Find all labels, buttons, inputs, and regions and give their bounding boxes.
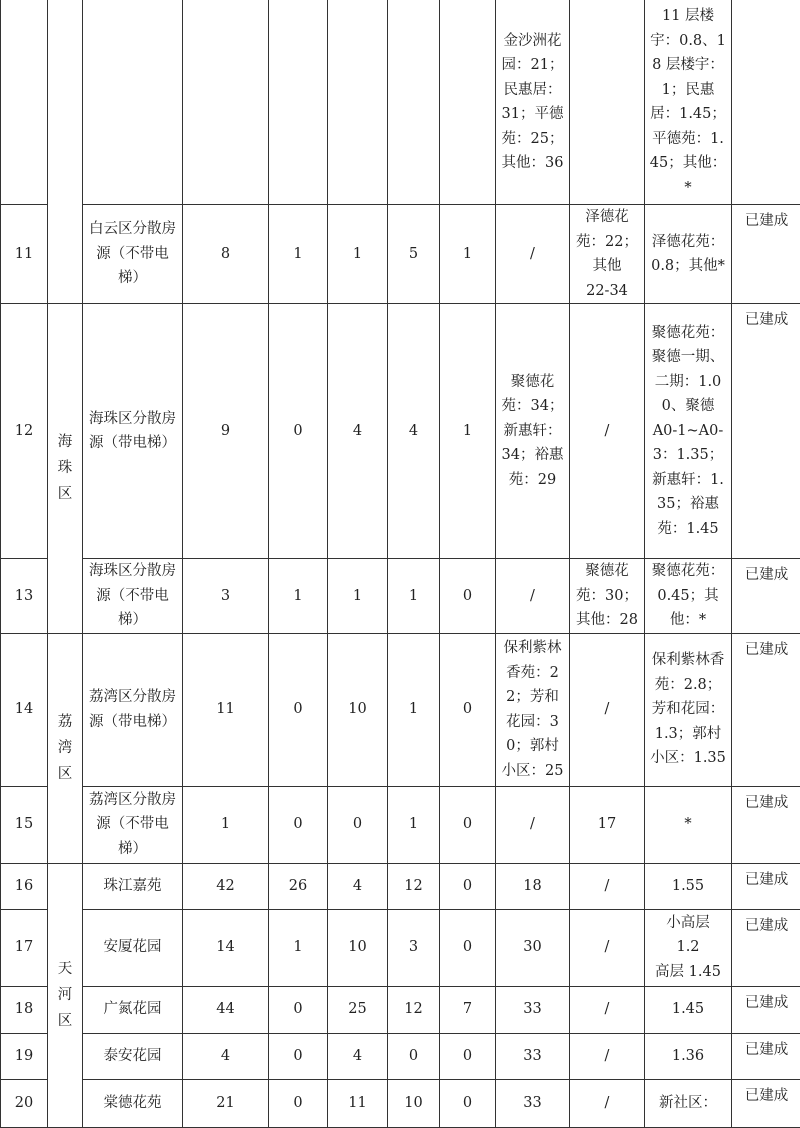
table-row bbox=[1, 559, 800, 634]
total-units-cell: 9 bbox=[183, 304, 269, 559]
row-number-cell: 15 bbox=[1, 786, 48, 863]
price-2-cell: 泽德花苑：22；其他 22-34 bbox=[570, 205, 645, 304]
count-col-4-cell: 10 bbox=[388, 1079, 440, 1127]
status-cell: 已建成 bbox=[732, 786, 800, 863]
count-col-5-cell: 0 bbox=[440, 863, 496, 909]
project-name-cell: 荔湾区分散房源（带电梯） bbox=[83, 633, 183, 786]
project-name-cell: 海珠区分散房源（不带电梯） bbox=[83, 559, 183, 634]
count-col-3-cell: 1 bbox=[328, 205, 388, 304]
ratio-cell: 1.55 bbox=[645, 863, 732, 909]
count-col-2-cell: 0 bbox=[269, 986, 328, 1033]
project-name-cell: 广氮花园 bbox=[83, 986, 183, 1033]
project-name-cell: 海珠区分散房源（带电梯） bbox=[83, 304, 183, 559]
row-number-cell: 19 bbox=[1, 1033, 48, 1079]
table-row bbox=[1, 1079, 800, 1127]
count-col-2-cell: 1 bbox=[269, 205, 328, 304]
count-col-2-cell: 0 bbox=[269, 633, 328, 786]
status-cell bbox=[732, 0, 800, 205]
project-name-cell: 荔湾区分散房源（不带电梯） bbox=[83, 786, 183, 863]
price-1-cell: 30 bbox=[496, 909, 570, 986]
total-units-cell: 3 bbox=[183, 559, 269, 634]
count-col-3-cell: 1 bbox=[328, 559, 388, 634]
price-1-cell: 33 bbox=[496, 1079, 570, 1127]
price-2-cell: / bbox=[570, 909, 645, 986]
status-cell: 已建成 bbox=[732, 205, 800, 304]
row-number-cell: 12 bbox=[1, 304, 48, 559]
price-2-cell: / bbox=[570, 304, 645, 559]
count-col-3-cell bbox=[328, 0, 388, 205]
price-2-cell: 聚德花苑：30；其他：28 bbox=[570, 559, 645, 634]
total-units-cell: 21 bbox=[183, 1079, 269, 1127]
price-2-cell: / bbox=[570, 863, 645, 909]
table-row bbox=[1, 786, 800, 863]
price-1-cell: 33 bbox=[496, 1033, 570, 1079]
price-2-cell: / bbox=[570, 1033, 645, 1079]
count-col-3-cell: 11 bbox=[328, 1079, 388, 1127]
count-col-3-cell: 10 bbox=[328, 909, 388, 986]
status-cell: 已建成 bbox=[732, 986, 800, 1033]
ratio-cell: 小高层 1.2 高层 1.45 bbox=[645, 909, 732, 986]
price-2-cell: / bbox=[570, 633, 645, 786]
table-row bbox=[1, 205, 800, 304]
count-col-4-cell: 5 bbox=[388, 205, 440, 304]
row-number-cell: 14 bbox=[1, 633, 48, 786]
project-name-cell: 泰安花园 bbox=[83, 1033, 183, 1079]
count-col-5-cell: 7 bbox=[440, 986, 496, 1033]
count-col-4-cell: 12 bbox=[388, 986, 440, 1033]
count-col-3-cell: 0 bbox=[328, 786, 388, 863]
price-1-cell: / bbox=[496, 205, 570, 304]
row-number-cell bbox=[1, 0, 48, 205]
price-2-cell: 17 bbox=[570, 786, 645, 863]
count-col-4-cell: 3 bbox=[388, 909, 440, 986]
count-col-4-cell: 12 bbox=[388, 863, 440, 909]
project-name-cell: 白云区分散房源（不带电梯） bbox=[83, 205, 183, 304]
project-name-cell: 棠德花苑 bbox=[83, 1079, 183, 1127]
total-units-cell: 42 bbox=[183, 863, 269, 909]
count-col-5-cell: 0 bbox=[440, 1079, 496, 1127]
price-2-cell bbox=[570, 0, 645, 205]
row-number-cell: 17 bbox=[1, 909, 48, 986]
count-col-5-cell: 0 bbox=[440, 909, 496, 986]
table-row bbox=[1, 863, 800, 909]
ratio-cell: 聚德花苑：聚德一期、二期：1.00、聚德 A0-1~A0-3：1.35；新惠轩：1.35；裕惠苑：1.45 bbox=[645, 304, 732, 559]
count-col-4-cell: 1 bbox=[388, 786, 440, 863]
count-col-2-cell: 0 bbox=[269, 786, 328, 863]
count-col-4-cell: 1 bbox=[388, 559, 440, 634]
row-number-cell: 18 bbox=[1, 986, 48, 1033]
total-units-cell: 4 bbox=[183, 1033, 269, 1079]
row-number-cell: 20 bbox=[1, 1079, 48, 1127]
count-col-5-cell: 0 bbox=[440, 1033, 496, 1079]
total-units-cell: 8 bbox=[183, 205, 269, 304]
price-1-cell: / bbox=[496, 559, 570, 634]
row-number-cell: 13 bbox=[1, 559, 48, 634]
table-row bbox=[1, 1033, 800, 1079]
price-2-cell: / bbox=[570, 1079, 645, 1127]
status-cell: 已建成 bbox=[732, 559, 800, 634]
ratio-cell: 1.36 bbox=[645, 1033, 732, 1079]
ratio-cell: 新社区： bbox=[645, 1079, 732, 1127]
row-number-cell: 11 bbox=[1, 205, 48, 304]
count-col-5-cell bbox=[440, 0, 496, 205]
count-col-5-cell: 0 bbox=[440, 633, 496, 786]
ratio-cell: 1.45 bbox=[645, 986, 732, 1033]
count-col-2-cell: 0 bbox=[269, 1033, 328, 1079]
count-col-2-cell bbox=[269, 0, 328, 205]
status-cell: 已建成 bbox=[732, 863, 800, 909]
price-2-cell: / bbox=[570, 986, 645, 1033]
count-col-5-cell: 1 bbox=[440, 205, 496, 304]
price-1-cell: / bbox=[496, 786, 570, 863]
price-1-cell: 33 bbox=[496, 986, 570, 1033]
project-name-cell bbox=[83, 0, 183, 205]
total-units-cell: 1 bbox=[183, 786, 269, 863]
table-row bbox=[1, 986, 800, 1033]
status-cell: 已建成 bbox=[732, 1079, 800, 1127]
status-cell: 已建成 bbox=[732, 909, 800, 986]
price-1-cell: 保利紫林香苑：22；芳和花园：30；郭村小区：25 bbox=[496, 633, 570, 786]
count-col-4-cell: 4 bbox=[388, 304, 440, 559]
status-cell: 已建成 bbox=[732, 304, 800, 559]
table-row bbox=[1, 304, 800, 559]
table-row bbox=[1, 0, 800, 205]
count-col-3-cell: 4 bbox=[328, 304, 388, 559]
count-col-5-cell: 0 bbox=[440, 786, 496, 863]
price-1-cell: 聚德花苑：34；新惠轩：34；裕惠苑：29 bbox=[496, 304, 570, 559]
count-col-2-cell: 0 bbox=[269, 304, 328, 559]
district-cell: 荔湾区 bbox=[48, 633, 83, 863]
table-row bbox=[1, 909, 800, 986]
ratio-cell: 11 层楼宇：0.8、18 层楼宇：1；民惠居：1.45；平德苑：1.45；其他：* bbox=[645, 0, 732, 205]
count-col-4-cell bbox=[388, 0, 440, 205]
ratio-cell: 保利紫林香苑：2.8；芳和花园：1.3；郭村小区：1.35 bbox=[645, 633, 732, 786]
count-col-2-cell: 26 bbox=[269, 863, 328, 909]
ratio-cell: 聚德花苑：0.45；其他：* bbox=[645, 559, 732, 634]
table-row bbox=[1, 633, 800, 786]
district-cell: 天河区 bbox=[48, 863, 83, 1127]
count-col-2-cell: 1 bbox=[269, 909, 328, 986]
count-col-4-cell: 1 bbox=[388, 633, 440, 786]
ratio-cell: 泽德花苑：0.8；其他* bbox=[645, 205, 732, 304]
total-units-cell: 44 bbox=[183, 986, 269, 1033]
count-col-5-cell: 0 bbox=[440, 559, 496, 634]
total-units-cell: 11 bbox=[183, 633, 269, 786]
project-name-cell: 珠江嘉苑 bbox=[83, 863, 183, 909]
status-cell: 已建成 bbox=[732, 633, 800, 786]
total-units-cell: 14 bbox=[183, 909, 269, 986]
count-col-3-cell: 10 bbox=[328, 633, 388, 786]
count-col-3-cell: 25 bbox=[328, 986, 388, 1033]
status-cell: 已建成 bbox=[732, 1033, 800, 1079]
project-name-cell: 安厦花园 bbox=[83, 909, 183, 986]
count-col-4-cell: 0 bbox=[388, 1033, 440, 1079]
ratio-cell: * bbox=[645, 786, 732, 863]
total-units-cell bbox=[183, 0, 269, 205]
price-1-cell: 18 bbox=[496, 863, 570, 909]
count-col-5-cell: 1 bbox=[440, 304, 496, 559]
count-col-3-cell: 4 bbox=[328, 863, 388, 909]
count-col-3-cell: 4 bbox=[328, 1033, 388, 1079]
row-number-cell: 16 bbox=[1, 863, 48, 909]
district-cell: 海珠区 bbox=[48, 304, 83, 634]
price-1-cell: 金沙洲花园：21；民惠居：31；平德苑：25；其他：36 bbox=[496, 0, 570, 205]
count-col-2-cell: 0 bbox=[269, 1079, 328, 1127]
count-col-2-cell: 1 bbox=[269, 559, 328, 634]
district-cell bbox=[48, 0, 83, 304]
